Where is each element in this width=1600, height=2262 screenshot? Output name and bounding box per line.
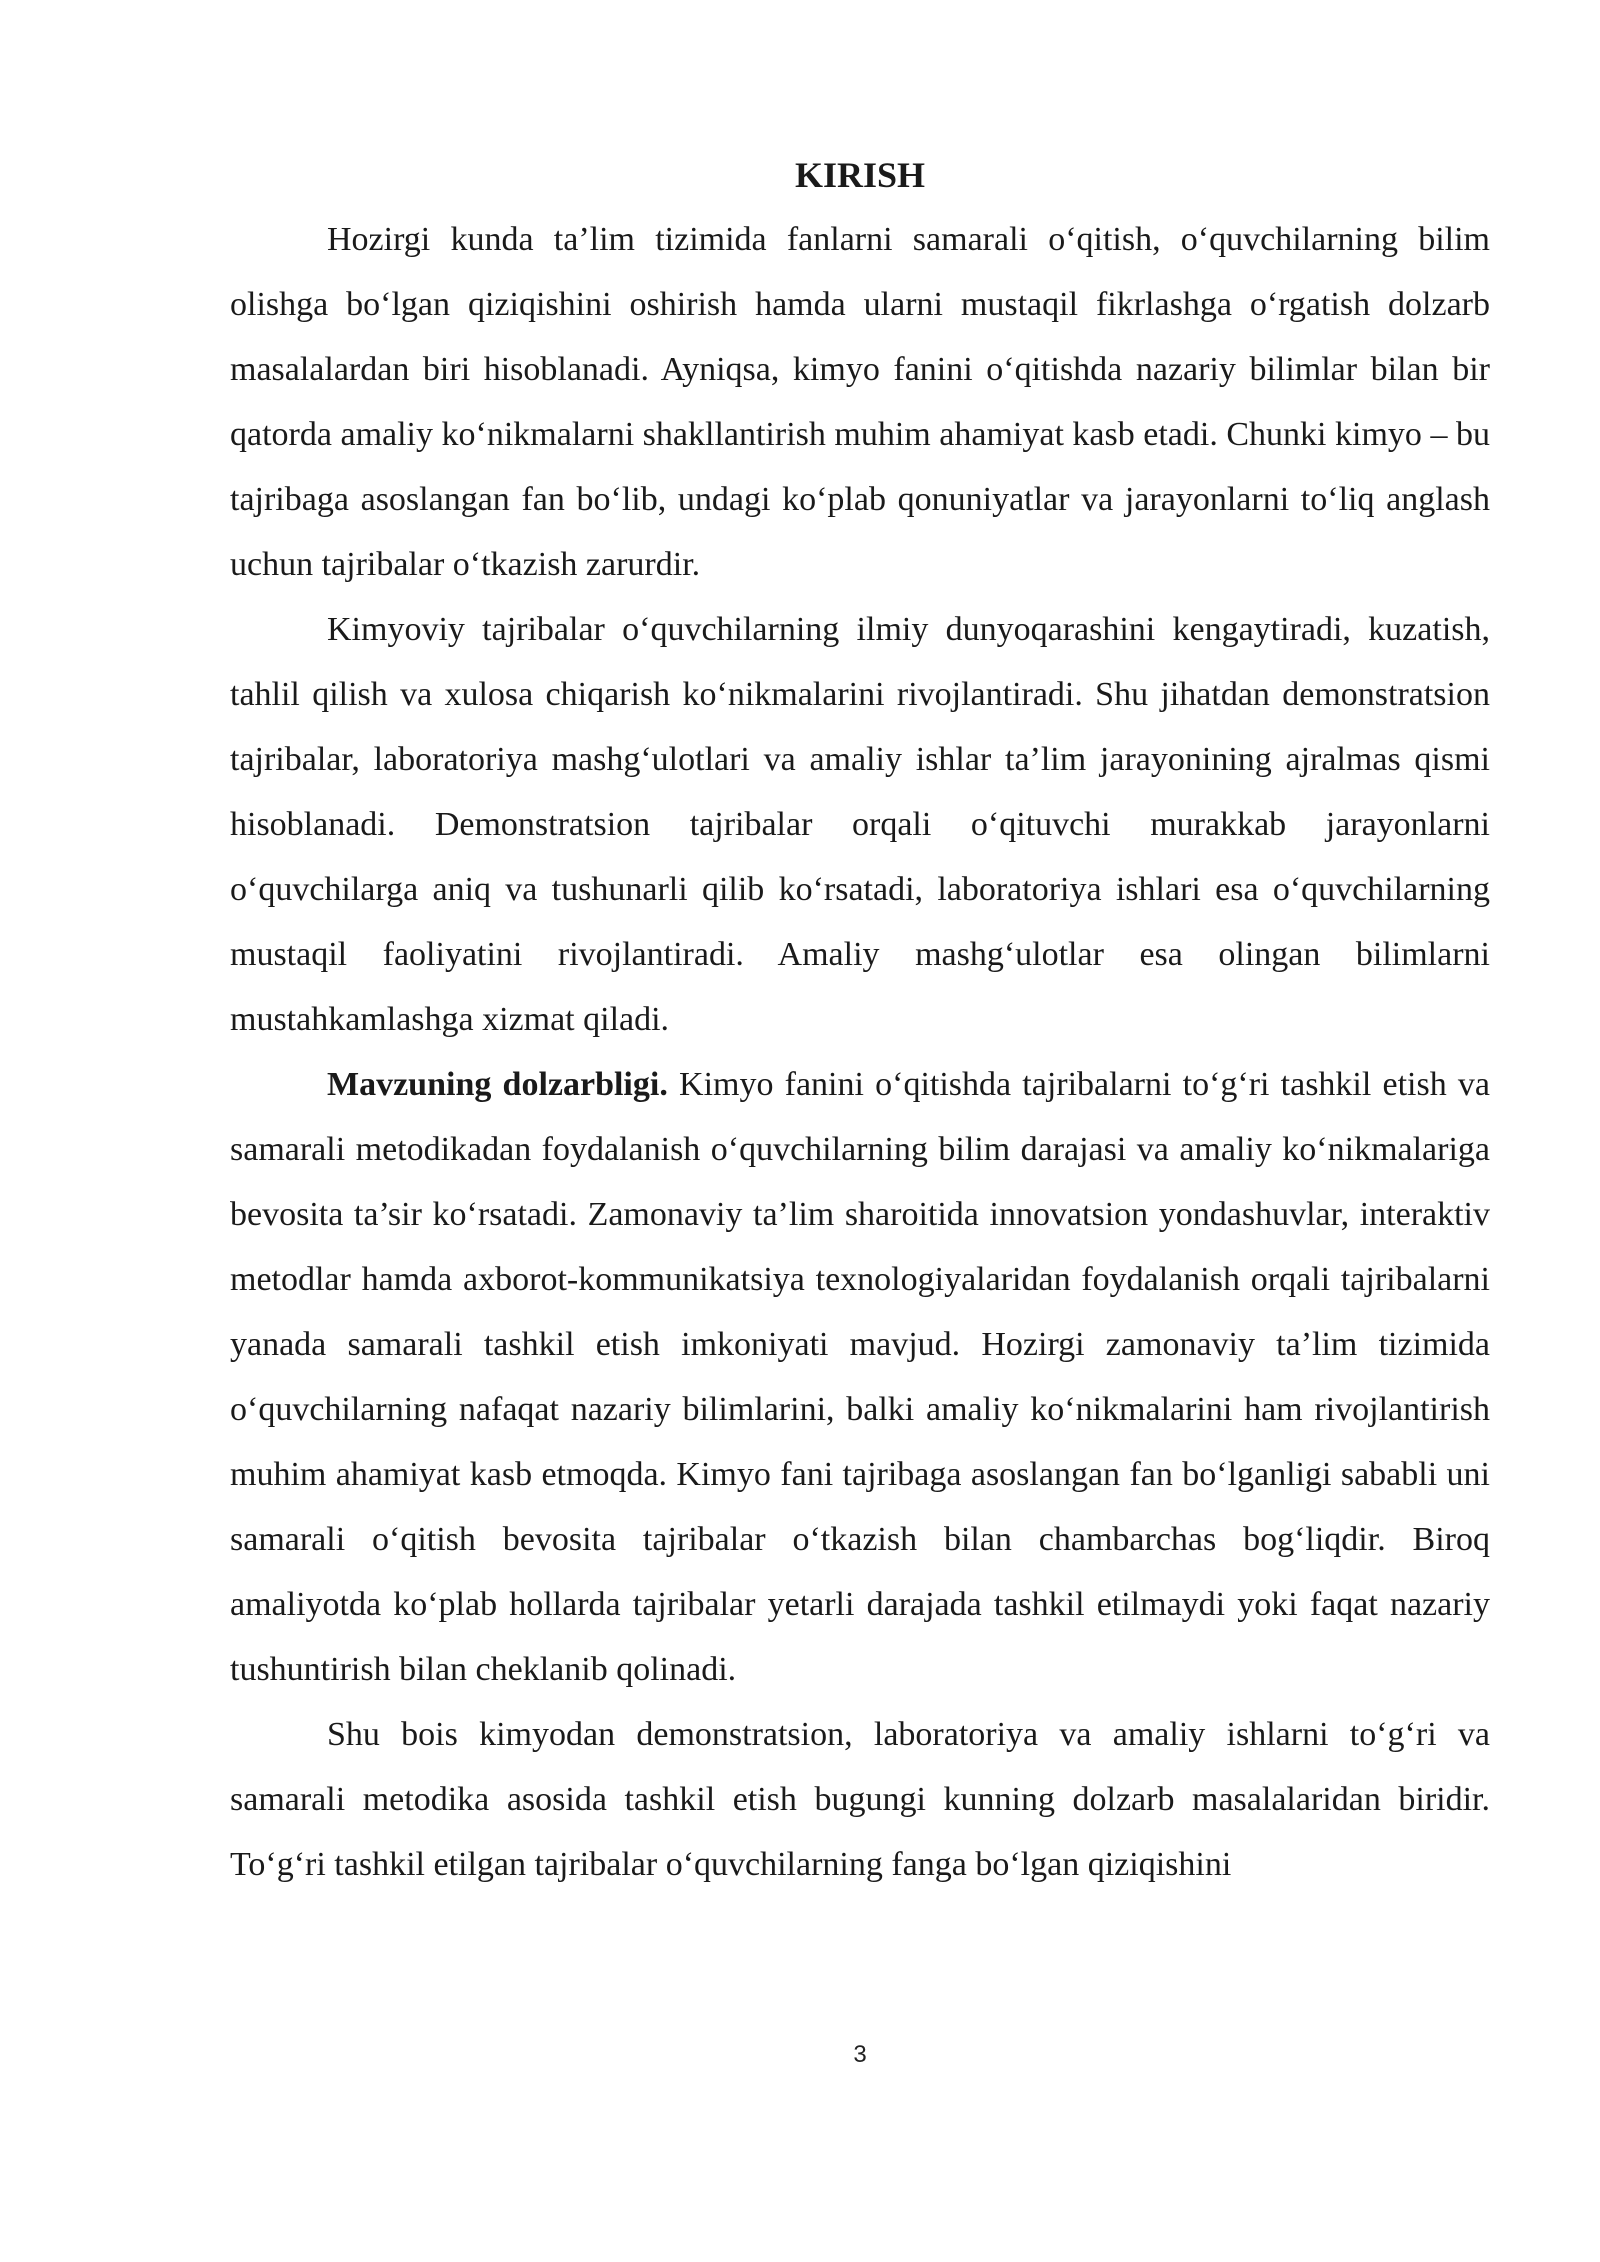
- paragraph-lead-heading: Mavzuning dolzarbligi.: [327, 1066, 668, 1103]
- paragraph-text: Hozirgi kunda ta’lim tizimida fanlarni samarali o‘qitish, o‘quvchilarning bilim olishga bo‘lgan qiziqishini oshirish hamda ularni mustaqil fikrlashga o‘rgatish dolzarb masalalardan biri hisoblanadi. Ayniqsa, kimyo fanini o‘qitishda nazariy bilimlar bilan bir qatorda amaliy ko‘nikmalarni shakllantirish muhim ahamiyat kasb etadi. Chunki kimyo – bu tajribaga asoslangan fan bo‘lib, undagi ko‘plab qonuniyatlar va jarayonlarni to‘liq anglash uchun tajribalar o‘tkazish zarurdir.: [230, 221, 1490, 583]
- page-number: 3: [853, 2041, 867, 2068]
- section-title: KIRISH: [794, 155, 926, 195]
- paragraph-experiments: [230, 597, 1490, 1052]
- page-content: [230, 150, 1490, 1897]
- paragraph-introduction: [230, 207, 1490, 597]
- paragraph-methodology: [230, 1702, 1490, 1897]
- paragraph-relevance: [230, 1052, 1490, 1702]
- paragraph-text: Shu bois kimyodan demonstratsion, laboratoriya va amaliy ishlarni to‘g‘ri va samarali metodika asosida tashkil etish bugungi kunning dolzarb masalalaridan biridir. To‘g‘ri tashkil etilgan tajribalar o‘quvchilarning fanga bo‘lgan qiziqishini: [230, 1716, 1490, 1883]
- paragraph-text: Kimyo fanini o‘qitishda tajribalarni to‘g‘ri tashkil etish va samarali metodikadan foydalanish o‘quvchilarning bilim darajasi va amaliy ko‘nikmalariga bevosita ta’sir ko‘rsatadi. Zamonaviy ta’lim sharoitida innovatsion yondashuvlar, interaktiv metodlar hamda axborot-kommunikatsiya texnologiyalaridan foydalanish orqali tajribalarni yanada samarali tashkil etish imkoniyati mavjud. Hozirgi zamonaviy ta’lim tizimida o‘quvchilarning nafaqat nazariy bilimlarini, balki amaliy ko‘nikmalarini ham rivojlantirish muhim ahamiyat kasb etmoqda. Kimyo fani tajribaga asoslangan fan bo‘lganligi sababli uni samarali o‘qitish bevosita tajribalar o‘tkazish bilan chambarchas bog‘liqdir. Biroq amaliyotda ko‘plab hollarda tajribalar yetarli darajada tashkil etilmaydi yoki faqat nazariy tushuntirish bilan cheklanib qolinadi.: [230, 1066, 1490, 1688]
- paragraph-text: Kimyoviy tajribalar o‘quvchilarning ilmiy dunyoqarashini kengaytiradi, kuzatish, tahlil qilish va xulosa chiqarish ko‘nikmalarini rivojlantiradi. Shu jihatdan demonstratsion tajribalar, laboratoriya mashg‘ulotlari va amaliy ishlar ta’lim jarayonining ajralmas qismi hisoblanadi. Demonstratsion tajribalar orqali o‘qituvchi murakkab jarayonlarni o‘quvchilarga aniq va tushunarli qilib ko‘rsatadi, laboratoriya ishlari esa o‘quvchilarning mustaqil faoliyatini rivojlantiradi. Amaliy mashg‘ulotlar esa olingan bilimlarni mustahkamlashga xizmat qiladi.: [230, 611, 1490, 1038]
